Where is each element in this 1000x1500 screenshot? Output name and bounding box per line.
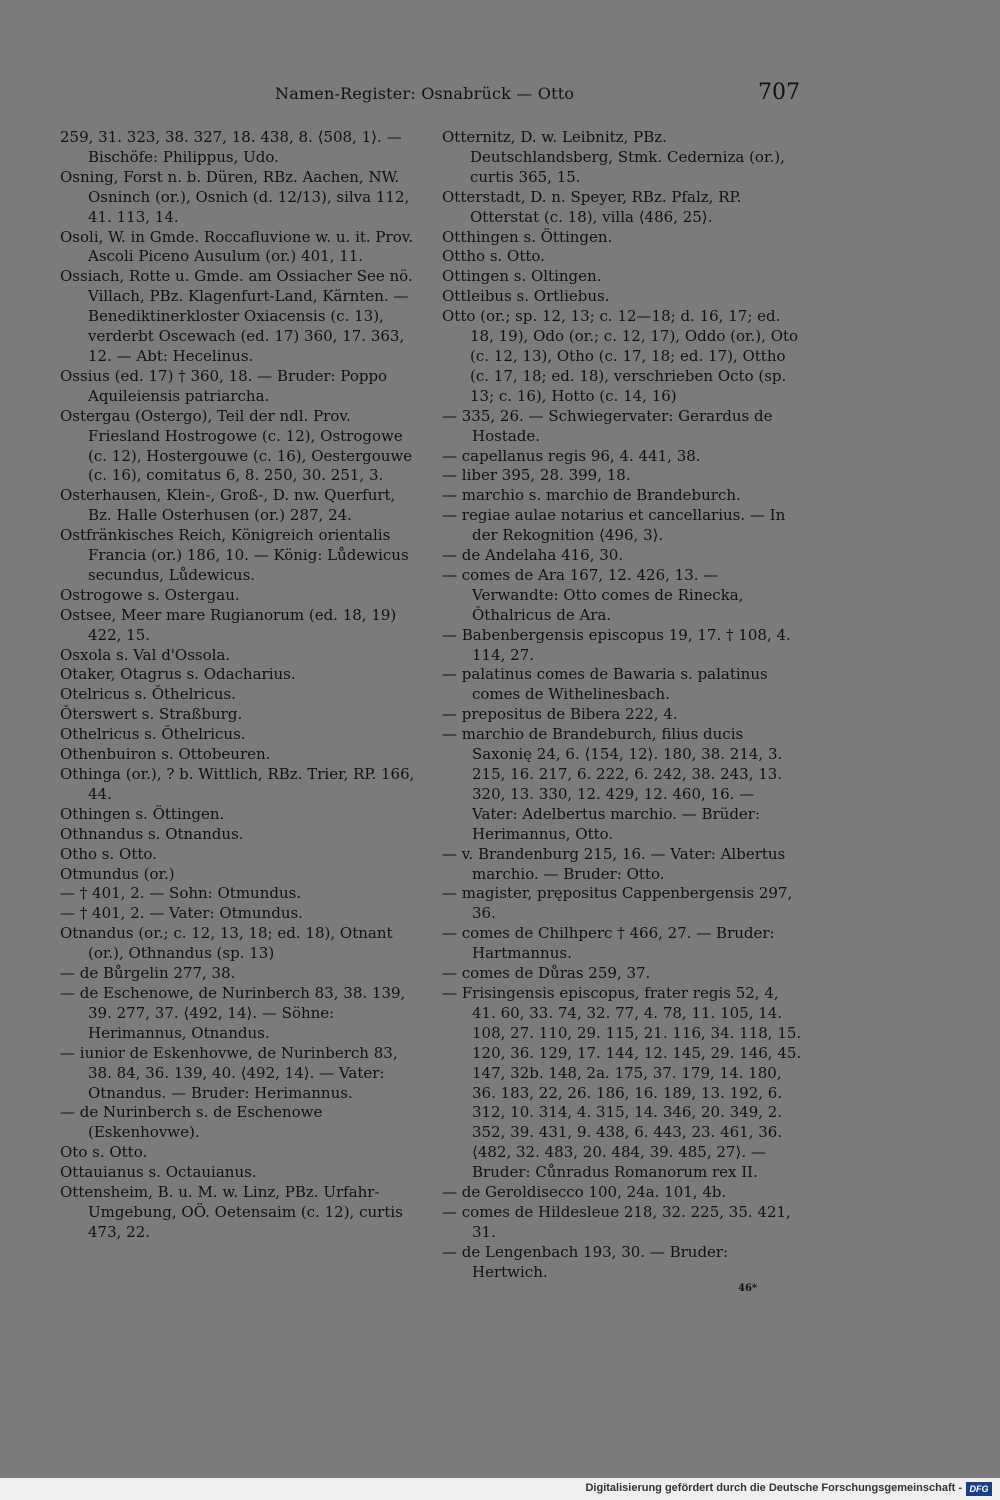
register-entry: — comes de Chilhperc † 466, 27. — Bruder: Hartmannus.	[442, 924, 775, 963]
register-entry: Othingen s. Öttingen.	[60, 804, 225, 823]
register-entry: Otho s. Otto.	[60, 844, 157, 863]
register-entry: — 335, 26. — Schwiegervater: Gerardus de Hostade.	[442, 406, 773, 445]
header-title: Namen-Register: Osnabrück — Otto	[275, 84, 575, 103]
register-entry: Ossiach, Rotte u. Gmde. am Ossiacher See nö. Villach, PBz. Klagenfurt-Land, Kärnten. — Benediktinerkloster Oxiacensis (c. 13), verderbt Oscewach (ed. 17) 360, 17. 363, 12. — Abt: Hecelinus.	[60, 267, 413, 365]
register-entry: — iunior de Eskenhovwe, de Nurinberch 83, 38. 84, 36. 139, 40. ⟨492, 14⟩. — Vater: Otnandus. — Bruder: Herimannus.	[60, 1043, 398, 1102]
page-number: 707	[758, 80, 800, 105]
register-entry: — de Andelaha 416, 30.	[442, 546, 624, 565]
register-entry: Ostsee, Meer mare Rugianorum (ed. 18, 19) 422, 15.	[60, 605, 397, 644]
register-entry: — de Geroldisecco 100, 24a. 101, 4b.	[442, 1183, 727, 1202]
register-entry: Ostfränkisches Reich, Königreich orientalis Francia (or.) 186, 10. — König: Lůdewicus secundus, Lůdewicus.	[60, 526, 409, 584]
register-entry: Othenbuiron s. Ottobeuren.	[60, 745, 271, 764]
dfg-logo-icon: DFG	[966, 1482, 992, 1496]
register-entry: Ottho s. Otto.	[442, 247, 545, 266]
register-entry: Otterstadt, D. n. Speyer, RBz. Pfalz, RP. Otterstat (c. 18), villa ⟨486, 25⟩.	[442, 187, 742, 226]
register-entry: Otaker, Otagrus s. Odacharius.	[60, 665, 296, 684]
signature-mark: 46*	[738, 1283, 758, 1294]
register-entry: — comes de Důras 259, 37.	[442, 964, 651, 983]
register-entry: — comes de Hildesleue 218, 32. 225, 35. 421, 31.	[442, 1202, 791, 1241]
register-entry: Osterhausen, Klein-, Groß-, D. nw. Querfurt, Bz. Halle Osterhusen (or.) 287, 24.	[60, 486, 396, 525]
right-column	[442, 128, 804, 1283]
register-entry: Othelricus s. Ǒthelricus.	[60, 725, 246, 744]
register-entry: — Babenbergensis episcopus 19, 17. † 108, 4. 114, 27.	[442, 625, 791, 664]
register-entry: Ossius (ed. 17) † 360, 18. — Bruder: Poppo Aquileiensis patriarcha.	[60, 366, 388, 405]
register-entry: Osning, Forst n. b. Düren, RBz. Aachen, NW. Osninch (or.), Osnich (d. 12/13), silva 112, 41. 113, 14.	[60, 167, 410, 226]
register-entry: Othinga (or.), ? b. Wittlich, RBz. Trier, RP. 166, 44.	[60, 765, 415, 803]
footer-credit: Digitalisierung gefördert durch die Deutsche Forschungsgemeinschaft -	[585, 1482, 962, 1494]
register-entry: — de Nurinberch s. de Eschenowe (Eskenhovwe).	[60, 1103, 323, 1142]
register-entry: — comes de Ara 167, 12. 426, 13. — Verwandte: Otto comes de Rinecka, Ǒthalricus de Ara.	[442, 565, 744, 624]
register-entry: Osxola s. Val d'Ossola.	[60, 645, 231, 664]
register-entry: Otthingen s. Öttingen.	[442, 227, 613, 246]
register-entry: — regiae aulae notarius et cancellarius. — In der Rekognition ⟨496, 3⟩.	[442, 506, 786, 545]
register-entry: Ottingen s. Oltingen.	[442, 267, 602, 286]
register-entry: — magister, prępositus Cappenbergensis 297, 36.	[442, 884, 793, 923]
register-entry: — † 401, 2. — Vater: Otmundus.	[60, 904, 303, 923]
register-entry: Ostrogowe s. Ostergau.	[60, 585, 240, 604]
register-entry: — capellanus regis 96, 4. 441, 38.	[442, 446, 701, 465]
register-entry: Ottleibus s. Ortliebus.	[442, 287, 610, 306]
register-entry: — Frisingensis episcopus, frater regis 52, 4, 41. 60, 33. 74, 32. 77, 4. 78, 11. 105, 14. 108, 27. 110, 29. 115, 21. 116, 34. 118, 15. 120, 36. 129, 17. 144, 12. 145, 29. 146, 45. 147, 32b. 148, 2a. 175, 37. 179, 14. 180, 36. 183, 22, 26. 186, 16. 189, 13. 192, 6. 312, 10. 314, 4. 315, 14. 346, 20. 349, 2. 352, 39. 431, 9. 438, 6. 443, 23. 461, 36. ⟨482, 32. 483, 20. 484, 39. 485, 27⟩. — Bruder: Cůnradus Romanorum rex II.	[442, 983, 802, 1182]
register-entry: — de Lengenbach 193, 30. — Bruder: Hertwich.	[442, 1242, 729, 1281]
register-entry: Ostergau (Ostergo), Teil der ndl. Prov. Friesland Hostrogowe (c. 12), Ostrogowe (c. 12), Hostergouwe (c. 16), Oestergouwe (c. 16), comitatus 6, 8. 250, 30. 251, 3.	[60, 406, 413, 485]
register-entry: — † 401, 2. — Sohn: Otmundus.	[60, 884, 302, 903]
register-entry: — marchio s. marchio de Brandeburch.	[442, 486, 741, 505]
register-entry: Ottensheim, B. u. M. w. Linz, PBz. Urfahr-Umgebung, OÖ. Oetensaim (c. 12), curtis 473, 22.	[60, 1183, 403, 1241]
register-entry: — prepositus de Bibera 222, 4.	[442, 705, 678, 724]
register-entry: — v. Brandenburg 215, 16. — Vater: Albertus marchio. — Bruder: Otto.	[442, 844, 786, 883]
register-entry: Ottauianus s. Octauianus.	[60, 1163, 257, 1182]
register-entry: Otnandus (or.; c. 12, 13, 18; ed. 18), Otnant (or.), Othnandus (sp. 13)	[60, 924, 393, 963]
register-entry: 259, 31. 323, 38. 327, 18. 438, 8. ⟨508, 1⟩. — Bischöfe: Philippus, Udo.	[60, 128, 402, 166]
register-entry: — de Eschenowe, de Nurinberch 83, 38. 139, 39. 277, 37. ⟨492, 14⟩. — Söhne: Herimannus, Otnandus.	[60, 983, 406, 1042]
running-header	[60, 80, 800, 110]
register-entry: Otmundus (or.)	[60, 864, 175, 883]
register-entry: Osoli, W. in Gmde. Roccafluvione w. u. it. Prov. Ascoli Piceno Ausulum (or.) 401, 11.	[60, 227, 414, 266]
register-entry: Othnandus s. Otnandus.	[60, 824, 244, 843]
footer-bar	[0, 1478, 1000, 1500]
register-entry: Otelricus s. Ǒthelricus.	[60, 685, 236, 704]
register-entry: Ǒterswert s. Straßburg.	[60, 705, 243, 724]
register-entry: Oto s. Otto.	[60, 1143, 148, 1162]
register-entry: — de Bůrgelin 277, 38.	[60, 964, 236, 983]
register-entry: — marchio de Brandeburch, filius ducis Saxonię 24, 6. ⟨154, 12⟩. 180, 38. 214, 3. 215, 16. 217, 6. 222, 6. 242, 38. 243, 13. 320, 13. 330, 12. 429, 12. 460, 16. — Vater: Adelbertus marchio. — Brüder: Herimannus, Otto.	[442, 725, 783, 843]
left-column	[60, 128, 422, 1243]
register-entry: Otto (or.; sp. 12, 13; c. 12—18; d. 16, 17; ed. 18, 19), Odo (or.; c. 12, 17), Oddo (or.), Oto (c. 12, 13), Otho (c. 17, 18; ed. 17), Ottho (c. 17, 18; ed. 18), verschrieben Octo (sp. 13; c. 16), Hotto (c. 14, 16)	[442, 307, 799, 405]
register-entry: — liber 395, 28. 399, 18.	[442, 466, 631, 485]
register-entry: Otternitz, D. w. Leibnitz, PBz. Deutschlandsberg, Stmk. Cederniza (or.), curtis 365, 15.	[442, 128, 785, 186]
register-entry: — palatinus comes de Bawaria s. palatinus comes de Withelinesbach.	[442, 665, 768, 704]
